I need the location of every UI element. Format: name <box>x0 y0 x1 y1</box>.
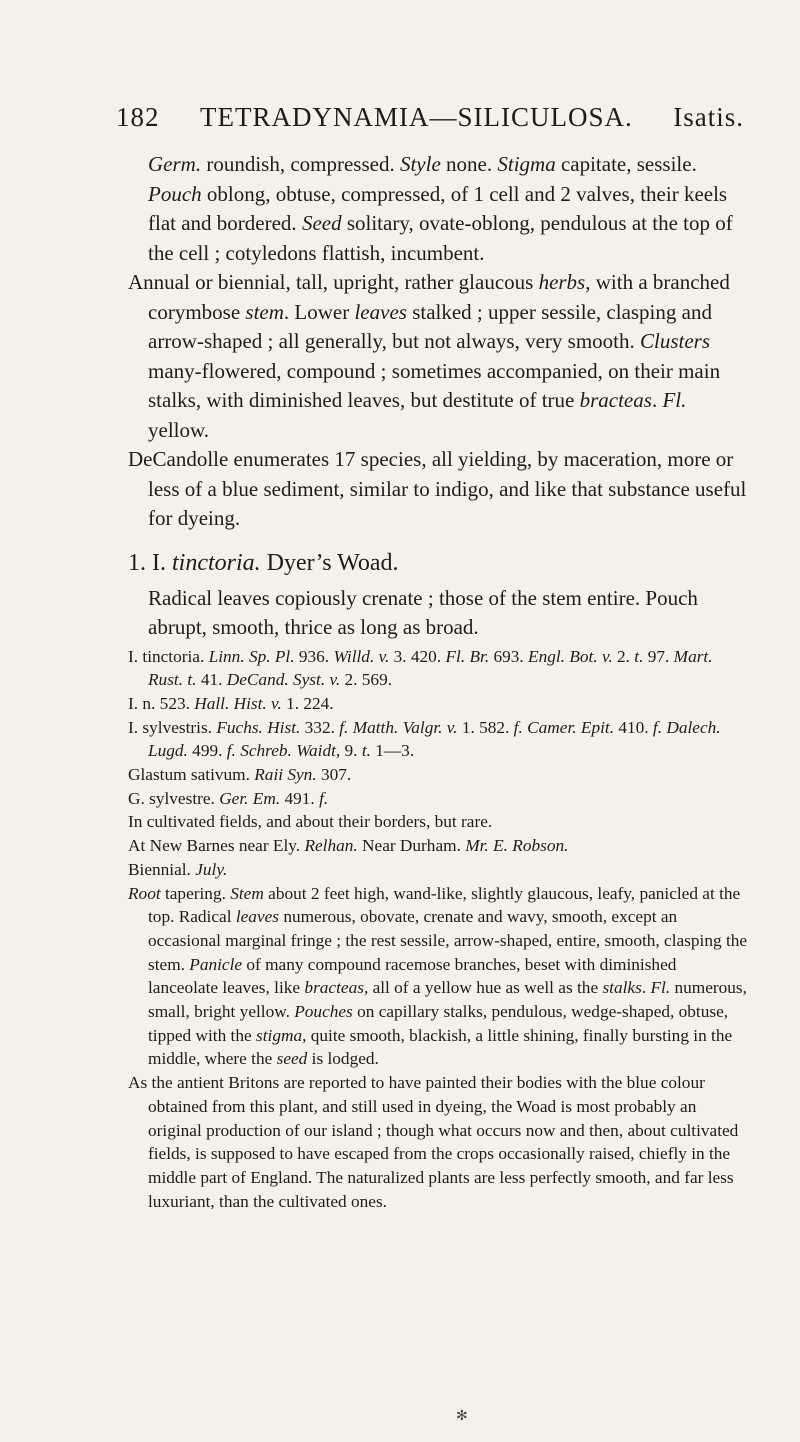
term-seed: Seed <box>301 211 342 235</box>
decandolle-paragraph: DeCandolle enumerates 17 species, all yielding, by maceration, more or less of a blue sediment, similar to indigo, and like that substance useful for dyeing. <box>128 447 747 530</box>
synonym-entry: I. n. 523. Hall. Hist. v. 1. 224. <box>128 693 334 713</box>
description-paragraph: Root tapering. Stem about 2 feet high, wand-like, slightly glaucous, leafy, panicled at the top. Radical leaves numerous, obovate, crenate and wavy, smooth, except an occasional marginal fringe ; the rest sessile, arrow-shaped, entire, smooth, clasping the stem. Panicle of many compound racemose branches, beset with diminished lanceolate leaves, like bracteas, all of a yellow hue as well as the stalks. Fl. numerous, small, bright yellow. Pouches on capillary stalks, pendulous, wedge-shaped, obtuse, tipped with the stigma, quite smooth, blackish, a little shining, finally bursting in the middle, where the seed is lodged. <box>128 883 748 1069</box>
species-name: tinctoria. <box>172 549 261 576</box>
term-stigma: Stigma <box>497 152 556 176</box>
synonym-entry: G. sylvestre. Ger. Em. 491. f. <box>128 788 329 808</box>
term-pouch: Pouch <box>148 181 202 206</box>
habitat: In cultivated fields, and about their borders, but rare. <box>128 812 493 832</box>
synonymy <box>128 645 750 1214</box>
specific-diagnosis: Radical leaves copiously crenate ; those of the stem entire. Pouch abrupt, smooth, thrice as long as broad. <box>148 585 698 639</box>
localities: At New Barnes near Ely. Relhan. Near Durham. Mr. E. Robson. <box>128 836 569 856</box>
term-germ: Germ. <box>148 152 202 176</box>
page-body <box>128 150 750 1213</box>
printer-mark: ✻ <box>456 1408 468 1424</box>
common-name: Dyer’s Woad. <box>260 549 399 576</box>
synonym-entry: Glastum sativum. Raii Syn. 307. <box>128 765 352 785</box>
running-header <box>116 102 744 133</box>
page-number: 182 <box>116 102 160 132</box>
habit-paragraph: Annual or biennial, tall, upright, rather glaucous herbs, with a branched corymbose stem. Lower leaves stalked ; upper sessile, clasping and arrow-shaped ; all generally, but not always, very smooth. Clusters many-flowered, compound ; sometimes accompanied, on their main stalks, with diminished leaves, but destitute of true bracteas. Fl. yellow. <box>128 270 730 442</box>
synonym-entry: I. sylvestris. Fuchs. Hist. 332. f. Matth. Valgr. v. 1. 582. f. Camer. Epit. 410. f. Dalech. Lugd. 499. f. Schreb. Waidt, 9. t. 1—3. <box>128 717 721 761</box>
species-heading: 1. I. tinctoria. Dyer’s Woad. <box>128 549 399 576</box>
running-title: TETRADYNAMIA—SILICULOSA. <box>200 102 633 132</box>
duration-flowering: Biennial. July. <box>128 859 228 879</box>
term-style: Style <box>399 152 441 176</box>
generic-character: Germ. roundish, compressed. Style none. Stigma capitate, sessile. Pouch oblong, obtuse, compressed, of 1 cell and 2 valves, their keels flat and bordered. Seed solitary, ovate-oblong, pendulous at the top of the cell ; cotyledons flattish, incumbent. <box>148 152 733 265</box>
genus-name: Isatis. <box>673 102 744 132</box>
note-paragraph: As the antient Britons are reported to have painted their bodies with the blue colour obtained from this plant, and still used in dyeing, the Woad is most probably an original production of our island ; though what occurs now and then, about cultivated fields, is supposed to have escaped from the crops occasionally raised, chiefly in the middle part of England. The naturalized plants are less perfectly smooth, and far less luxuriant, than the cultivated ones. <box>128 1073 739 1211</box>
synonym-entry: I. tinctoria. Linn. Sp. Pl. 936. Willd. v. 3. 420. Fl. Br. 693. Engl. Bot. v. 2. t. 97. Mart. Rust. t. 41. DeCand. Syst. v. 2. 569. <box>128 646 713 690</box>
